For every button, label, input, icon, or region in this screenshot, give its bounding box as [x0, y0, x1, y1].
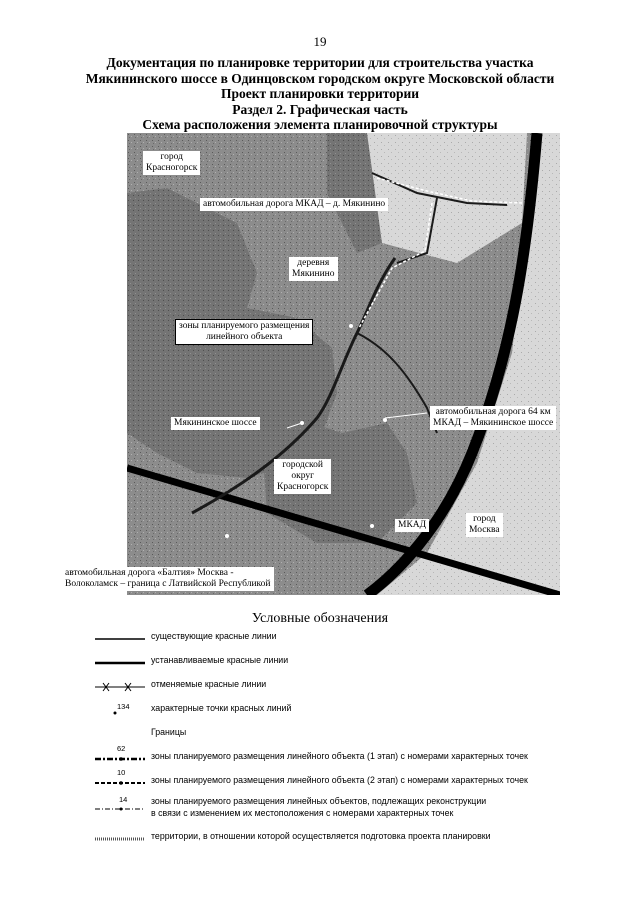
- title-line-4: Раздел 2. Графическая часть: [232, 101, 408, 117]
- legend-symbol-existing: [95, 632, 145, 646]
- title-line-3: Проект планировки территории: [220, 86, 420, 101]
- legend-item-existing-lines: существующие красные линии: [95, 628, 595, 646]
- label-mkad-myakinino: автомобильная дорога МКАД – д. Мякинино: [200, 198, 388, 211]
- pointer-dot-shosse: [300, 421, 304, 425]
- label-baltia-road: автомобильная дорога «Балтия» Москва - Волоколамск – граница с Латвийской Республикой: [62, 567, 274, 591]
- legend-item-borders-heading: Границы: [151, 727, 187, 737]
- label-urban-district: городской округ Красногорск: [274, 459, 331, 494]
- title-line-2: Мякининского шоссе в Одинцовском городском округе Московской области: [85, 70, 555, 86]
- site-map: [127, 133, 560, 595]
- title-line-1: Документация по планировке территории для строительства участка: [106, 55, 534, 70]
- pointer-dot-baltia: [225, 534, 229, 538]
- label-krasnogorsk-city: город Красногорск: [143, 151, 200, 175]
- document-title: [0, 55, 640, 133]
- pointer-dot-zone: [349, 324, 353, 328]
- page-number: 19: [313, 34, 327, 49]
- pointer-dot-mkad: [370, 524, 374, 528]
- legend-item-points: 134 характерные точки красных линий: [95, 700, 595, 718]
- legend-item-zone-stage2: 10 зоны планируемого размещения линейного объекта (2 этап) с номерами характерных точек: [95, 770, 595, 788]
- legend-symbol-cancelled: [95, 680, 145, 694]
- label-myakininskoe-shosse: Мякининское шоссе: [171, 417, 260, 430]
- label-moscow-city: город Москва: [466, 513, 503, 537]
- legend-item-established-lines: устанавливаемые красные линии: [95, 652, 595, 670]
- pointer-dot-64km: [383, 418, 387, 422]
- label-planned-zone: зоны планируемого размещения линейного объекта: [175, 319, 313, 345]
- legend-item-reconstruction: 14 зоны планируемого размещения линейных объектов, подлежащих реконструкции в связи с изменением их местоположения с номерами характерных точек: [95, 796, 595, 824]
- legend-item-zone-stage1: 62 зоны планируемого размещения линейного объекта (1 этап) с номерами характерных точек: [95, 746, 595, 764]
- legend-item-planning-territory: территории, в отношении которой осуществляется подготовка проекта планировки: [95, 828, 595, 846]
- legend-item-cancelled-lines: отменяемые красные линии: [95, 676, 595, 694]
- label-myakinino-village: деревня Мякинино: [289, 257, 338, 281]
- legend-symbol-established: [95, 656, 145, 670]
- label-mkad: МКАД: [395, 519, 429, 532]
- legend-title: Условные обозначения: [251, 611, 389, 626]
- legend-symbol-territory: [95, 832, 145, 846]
- title-line-5: Схема расположения элемента планировочной структуры: [142, 117, 498, 132]
- label-road-64km: автомобильная дорога 64 км МКАД – Мякининское шоссе: [430, 406, 556, 430]
- legend-symbol-reconstruction: [95, 802, 145, 816]
